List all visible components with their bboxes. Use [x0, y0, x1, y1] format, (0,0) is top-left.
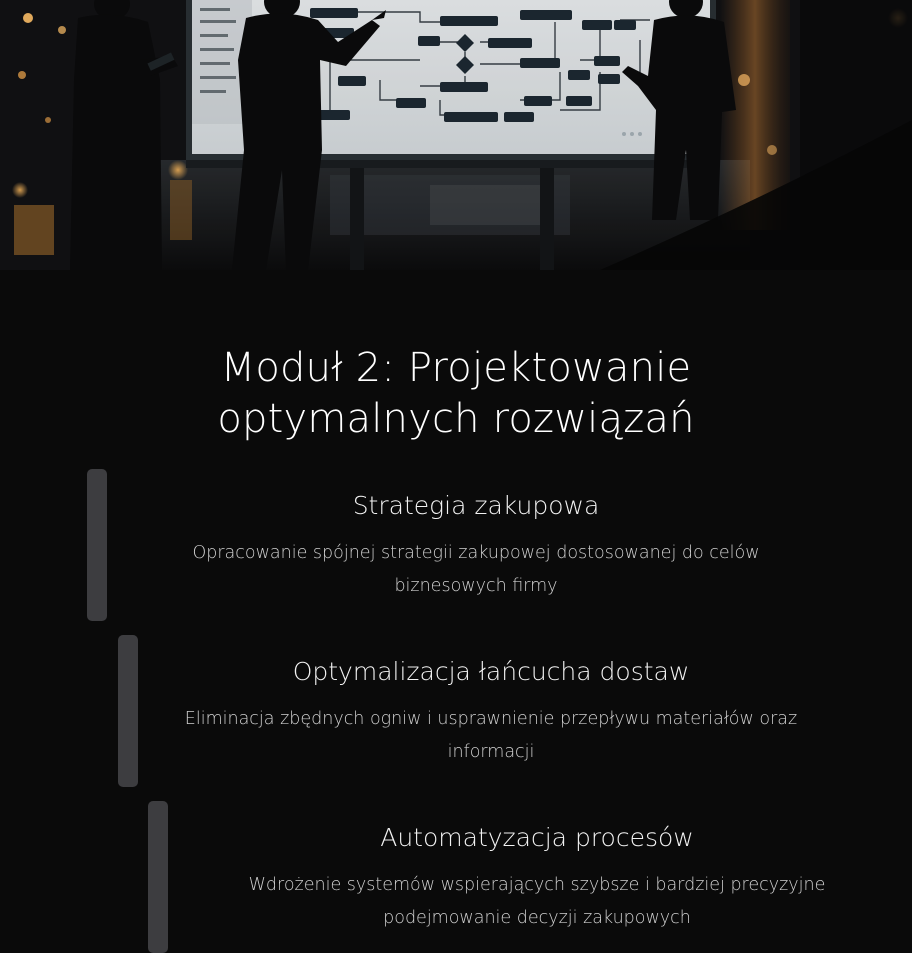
item-accent-bar — [87, 469, 107, 621]
hero-image — [0, 0, 912, 270]
item-description: Opracowanie spójnej strategii zakupowej dostosowanej do celów biznesowych firmy — [192, 543, 760, 596]
item-title: Automatyzacja procesów — [380, 823, 694, 852]
list-item-supply-chain — [0, 635, 912, 787]
item-title: Strategia zakupowa — [352, 491, 600, 520]
presentation-photo-icon — [0, 0, 912, 270]
module-title — [0, 343, 912, 445]
list-item-strategy — [0, 469, 912, 621]
module-title-line2: optymalnych rozwiązań — [217, 396, 695, 442]
item-accent-bar — [118, 635, 138, 787]
module-title-line1: Moduł 2: Projektowanie — [220, 345, 692, 391]
list-item-automation — [0, 801, 912, 953]
item-title: Optymalizacja łańcucha dostaw — [292, 657, 690, 686]
item-description: Eliminacja zbędnych ogniw i usprawnienie przepływu materiałów oraz informacji — [184, 709, 798, 762]
item-description: Wdrożenie systemów wspierających szybsze i bardziej precyzyjne podejmowanie decyzji zakupowych — [248, 875, 826, 928]
item-accent-bar — [148, 801, 168, 953]
